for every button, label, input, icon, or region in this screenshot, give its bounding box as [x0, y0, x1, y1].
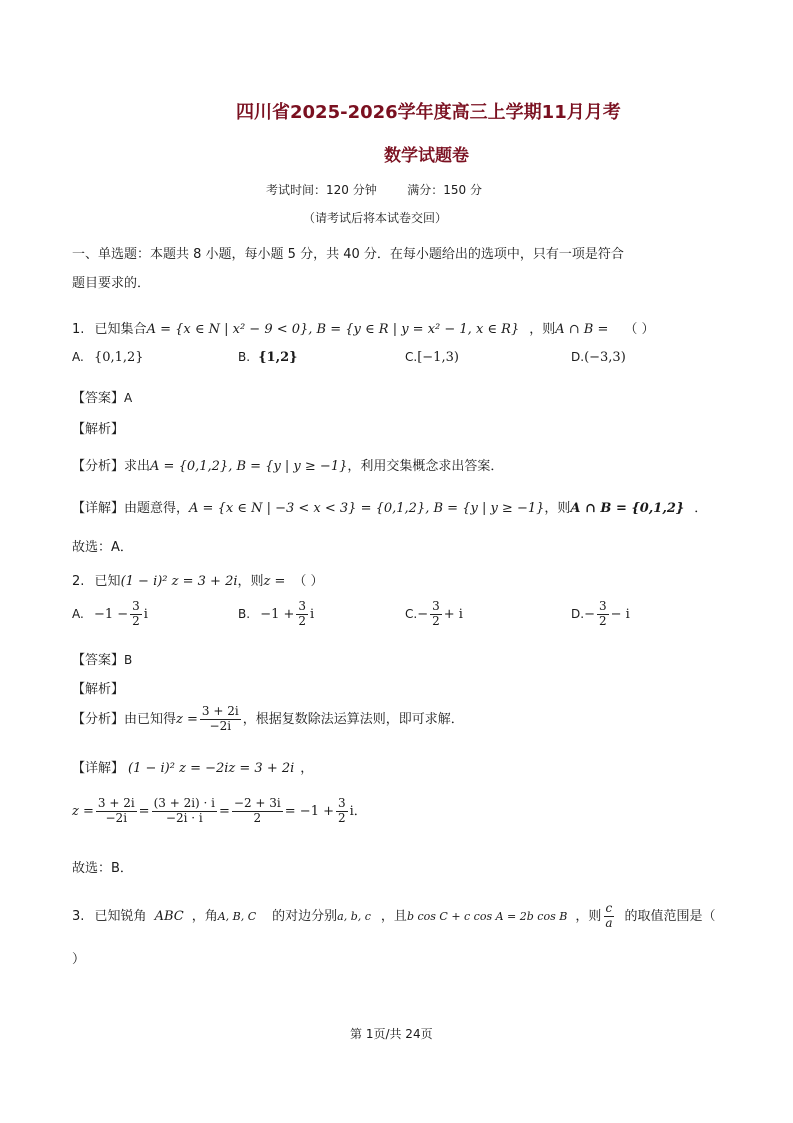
option-post: i — [143, 606, 148, 622]
question-1-choose: 故选：A． — [72, 540, 133, 555]
option-fraction — [296, 600, 308, 629]
fraction-numerator: 3 — [598, 599, 607, 613]
option-pre: − — [584, 606, 595, 622]
question-2-detail — [72, 757, 313, 776]
fraction-numerator: 3 + 2i — [201, 704, 239, 718]
question-number: 2. — [72, 574, 85, 589]
fraction-numerator: 3 — [132, 599, 140, 613]
detail-label: 【详解】 — [72, 501, 125, 516]
detail-text: 由题意得， — [124, 501, 190, 516]
condition-equation: b cos C + c cos A = 2b cos B — [406, 909, 568, 923]
option-pre: − — [417, 606, 429, 622]
option-pre: −1 − — [93, 606, 129, 622]
answer-parenthesis: （ ） — [624, 322, 655, 337]
answer-value: B — [124, 653, 133, 667]
option-letter: B. — [238, 350, 251, 364]
document-title: 四川省2025-2026学年度高三上学期11月月考 — [236, 102, 621, 123]
detail-text-mid: ，则 — [544, 501, 571, 516]
set-b: , B = {y ∈ R | y = x² − 1, x ∈ R} — [308, 322, 520, 337]
question-2-option-d[interactable] — [571, 600, 630, 629]
ratio-fraction — [603, 902, 614, 931]
question-1-option-b[interactable] — [238, 350, 298, 365]
fraction-denominator: 2 — [598, 613, 607, 628]
triangle-name: ABC — [154, 908, 184, 924]
calc-equals: = — [138, 803, 150, 819]
question-2-calculation — [72, 797, 367, 826]
fenxi-math: A = {0,1,2}, B = {y | y ≥ −1} — [150, 459, 348, 474]
question-1-detail — [72, 497, 707, 516]
question-number: 3. — [72, 908, 85, 924]
question-text: ，且 — [380, 908, 407, 924]
section-heading-line-2: 题目要求的． — [72, 276, 151, 291]
question-text: 已知锐角 — [94, 908, 147, 924]
fenxi-label: 【分析】 — [72, 711, 125, 727]
question-text: 的取值范围是（ — [624, 908, 716, 924]
option-fraction — [597, 600, 609, 629]
fraction-denominator: 2 — [298, 613, 307, 628]
question-expression: z = — [263, 574, 286, 589]
detail-label: 【详解】 — [72, 761, 125, 776]
option-text: [−1,3) — [417, 350, 459, 365]
option-text: {1,2} — [258, 350, 298, 365]
calc-fraction-1 — [96, 797, 137, 826]
question-1-option-a[interactable] — [72, 350, 144, 365]
fraction-denominator: 2 — [132, 613, 140, 628]
fenxi-text: 由已知得 — [124, 711, 177, 727]
option-letter: D. — [571, 350, 585, 364]
detail-end: ． — [694, 501, 708, 516]
detail-comma: ， — [300, 761, 314, 776]
question-1-option-c[interactable] — [405, 350, 459, 365]
option-text: {0,1,2} — [93, 350, 144, 365]
option-post: i — [310, 606, 315, 622]
fenxi-fraction — [200, 705, 241, 734]
question-1-analysis-label: 【解析】 — [72, 422, 125, 437]
option-fraction — [130, 600, 142, 629]
calc-lhs: z = — [72, 803, 94, 819]
fraction-denominator: −2i — [209, 718, 232, 733]
fenxi-text-post: ，根据复数除法运算法则，即可求解． — [242, 711, 464, 727]
option-letter: A. — [72, 606, 84, 621]
fraction-numerator: 3 — [432, 599, 440, 613]
question-2-option-a[interactable] — [72, 600, 148, 629]
option-post: + i — [443, 606, 463, 622]
question-text: ，角 — [191, 908, 218, 924]
question-2-fenxi — [72, 705, 464, 734]
fenxi-label: 【分析】 — [72, 459, 125, 474]
detail-result: A ∩ B = {0,1,2} — [570, 501, 685, 516]
section-heading-line-1: 一、单选题：本题共 8 小题，每小题 5 分，共 40 分．在每小题给出的选项中，只有一项是符合 — [72, 247, 624, 262]
fraction-numerator: c — [605, 901, 613, 915]
fraction-denominator: 2 — [253, 810, 262, 825]
fraction-denominator: −2i · i — [165, 810, 203, 825]
question-2-choose: 故选：B． — [72, 861, 133, 876]
fraction-numerator: (3 + 2i) · i — [153, 796, 216, 810]
option-fraction — [430, 600, 442, 629]
option-post: − i — [610, 606, 630, 622]
detail-math: (1 − i)² z = −2iz = 3 + 2i — [128, 761, 295, 776]
fraction-numerator: −2 + 3i — [233, 796, 281, 810]
side-names: a, b, c — [337, 909, 371, 923]
question-expression: A ∩ B = — [555, 322, 609, 337]
fraction-numerator: 3 — [298, 599, 307, 613]
angle-names: A, B, C — [217, 909, 257, 923]
question-2-option-c[interactable] — [405, 600, 463, 629]
question-2-stem — [72, 570, 324, 589]
calc-fraction-4 — [336, 797, 348, 826]
fraction-denominator: 2 — [432, 613, 440, 628]
option-letter: C. — [405, 606, 418, 621]
question-number: 1. — [72, 322, 85, 337]
question-text: ，则 — [575, 908, 602, 924]
exam-info: 考试时间：120 分钟 满分：150 分 — [266, 183, 482, 197]
question-2-option-b[interactable] — [238, 600, 314, 629]
answer-label: 【答案】 — [72, 391, 125, 406]
question-text: 的对边分别 — [272, 908, 338, 924]
calc-tail-post: i． — [349, 803, 367, 819]
calc-fraction-3 — [232, 797, 283, 826]
option-letter: C. — [405, 350, 418, 364]
option-letter: A. — [72, 350, 84, 364]
fraction-denominator: a — [605, 915, 613, 930]
calc-tail: = −1 + — [284, 803, 334, 819]
option-letter: D. — [571, 606, 585, 621]
fraction-numerator: 3 + 2i — [97, 796, 135, 810]
question-1-fenxi — [72, 455, 503, 474]
calc-equals: = — [219, 803, 230, 819]
fenxi-lhs: z = — [176, 711, 198, 727]
page-footer: 第 1页/共 24页 — [350, 1027, 433, 1041]
question-2-answer — [72, 649, 132, 668]
detail-math: A = {x ∈ N | −3 < x < 3} = {0,1,2}, B = {y | y ≥ −1} — [189, 501, 545, 516]
question-text-post: ，则 — [237, 574, 264, 589]
option-pre: −1 + — [260, 606, 295, 622]
fraction-numerator: 3 — [338, 796, 346, 810]
fraction-denominator: 2 — [338, 810, 346, 825]
fraction-denominator: −2i — [105, 810, 128, 825]
option-text: (−3,3) — [584, 350, 626, 365]
document-subtitle: 数学试题卷 — [384, 146, 469, 166]
question-math: (1 − i)² z = 3 + 2i — [120, 574, 238, 589]
question-text: 已知 — [94, 574, 121, 589]
question-1-option-d[interactable] — [571, 350, 626, 365]
answer-value: A — [124, 391, 133, 405]
exam-notice: （请考试后将本试卷交回） — [303, 211, 448, 225]
answer-label: 【答案】 — [72, 653, 125, 668]
question-1-stem — [72, 318, 655, 337]
question-3-stem-line-2: ） — [72, 952, 86, 967]
question-1-answer — [72, 387, 132, 406]
question-text: 已知集合 — [94, 322, 147, 337]
answer-parenthesis: （ ） — [293, 574, 324, 589]
fenxi-text: 求出 — [124, 459, 151, 474]
question-2-analysis-label: 【解析】 — [72, 682, 125, 697]
set-a: A = {x ∈ N | x² − 9 < 0} — [146, 322, 309, 337]
fenxi-text-post: ，利用交集概念求出答案． — [347, 459, 504, 474]
question-text-post: ，则 — [529, 322, 556, 337]
question-3-stem — [72, 902, 716, 931]
option-letter: B. — [238, 606, 251, 621]
calc-fraction-2 — [152, 797, 217, 826]
